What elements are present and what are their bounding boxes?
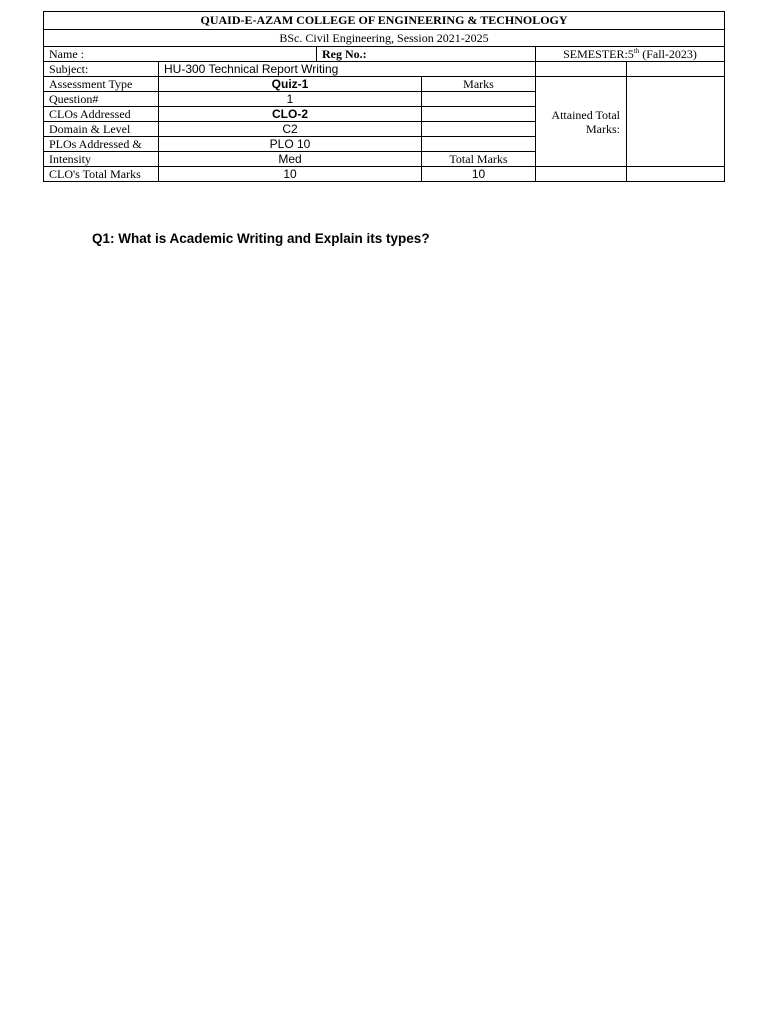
name-label: Name : — [49, 47, 84, 61]
empty-cell — [536, 167, 627, 182]
assessment-type-value: Quiz-1 — [159, 77, 422, 92]
clo-total-marks-value: 10 — [159, 167, 422, 182]
intensity-value: Med — [159, 152, 422, 167]
plos-addressed-value: PLO 10 — [159, 137, 422, 152]
attained-total-marks-label: Attained Total Marks: — [536, 77, 627, 167]
empty-cell — [536, 62, 627, 77]
question-number-label: Question# — [44, 92, 159, 107]
semester-field — [536, 47, 725, 62]
program-session: BSc. Civil Engineering, Session 2021-2025 — [44, 30, 725, 47]
domain-level-label: Domain & Level — [44, 122, 159, 137]
college-name: QUAID-E-AZAM COLLEGE OF ENGINEERING & TECHNOLOGY — [44, 12, 725, 30]
quiz-header-sheet — [43, 11, 724, 182]
total-marks-value: 10 — [422, 167, 536, 182]
attained-total-marks-box — [627, 77, 725, 167]
total-marks-label: Total Marks — [422, 152, 536, 167]
name-field — [44, 47, 317, 62]
marks-cell — [422, 122, 536, 137]
subject-value: HU-300 Technical Report Writing — [159, 62, 536, 77]
marks-cell — [422, 137, 536, 152]
empty-cell — [627, 167, 725, 182]
empty-cell — [627, 62, 725, 77]
marks-header: Marks — [422, 77, 536, 92]
semester-sup: th — [633, 47, 640, 55]
semester-label: SEMESTER:5 — [563, 47, 634, 61]
reg-label: Reg No.: — [322, 47, 367, 61]
marks-cell — [422, 92, 536, 107]
marks-cell — [422, 107, 536, 122]
clos-addressed-label: CLOs Addressed — [44, 107, 159, 122]
quiz-header-table — [43, 11, 725, 182]
question-number-value: 1 — [159, 92, 422, 107]
plos-addressed-label: PLOs Addressed & — [44, 137, 159, 152]
reg-field — [317, 47, 536, 62]
subject-label: Subject: — [44, 62, 159, 77]
semester-term: (Fall-2023) — [639, 47, 697, 61]
question-text: Q1: What is Academic Writing and Explain its types? — [92, 231, 430, 246]
clos-addressed-value: CLO-2 — [159, 107, 422, 122]
clo-total-marks-label: CLO's Total Marks — [44, 167, 159, 182]
assessment-type-label: Assessment Type — [44, 77, 159, 92]
intensity-label: Intensity — [44, 152, 159, 167]
domain-level-value: C2 — [159, 122, 422, 137]
